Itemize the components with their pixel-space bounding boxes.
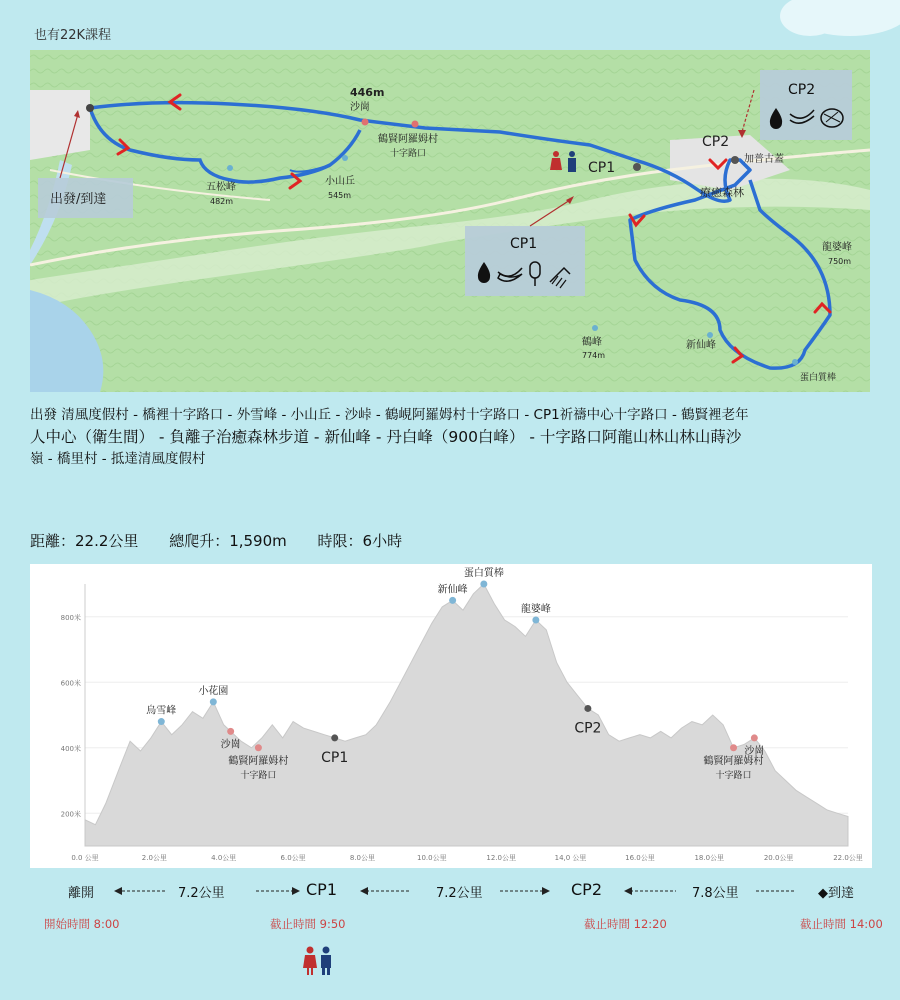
restroom-icon <box>300 946 336 976</box>
map-label-xinxianfeng: 新仙峰 <box>686 340 716 351</box>
profile-point-sublabel: 十字路口 <box>715 770 752 781</box>
profile-point-sublabel: 十字路口 <box>240 770 277 781</box>
y-tick-label: 200米 <box>60 810 81 819</box>
cp2-box-title: CP2 <box>788 82 816 98</box>
profile-point-label: 新仙峰 <box>437 584 468 596</box>
finish-cutoff: 截止時間 14:00 <box>800 917 883 931</box>
timeline-finish: ◆到達 <box>818 886 854 901</box>
timeline-seg1: 7.2公里 <box>178 886 225 901</box>
profile-point-label: 小花園 <box>198 685 229 697</box>
timeline-seg3: 7.8公里 <box>692 886 739 901</box>
profile-point <box>584 705 591 712</box>
x-tick-label: 20.0公里 <box>763 854 794 862</box>
profile-point <box>227 728 234 735</box>
header-label: 也有22K課程 <box>34 28 112 43</box>
map-label-jiapu: 加普古蓋 <box>744 154 784 165</box>
profile-point <box>449 597 456 604</box>
map-label-446: 446m <box>350 86 385 99</box>
profile-point-label: 龍婆峰 <box>520 604 551 616</box>
cp1-box-title: CP1 <box>510 236 538 252</box>
map-label-healing-forest: 療癒森林 <box>700 186 744 199</box>
map-label-hefeng-h: 774m <box>582 351 606 360</box>
route-line-2: 人中心（衛生間） - 負離子治癒森林步道 - 新仙峰 - 丹白峰（900白峰） - 十字路口阿龍山林山林山蒔沙 <box>30 428 742 446</box>
profile-point-label: 蛋白質棒 <box>463 568 504 579</box>
elevation-profile-chart <box>30 564 872 868</box>
x-tick-label: 14,0 公里 <box>554 854 587 862</box>
map-label-hefeng: 鶴峰 <box>582 337 602 348</box>
profile-point <box>158 718 165 725</box>
start-label: 出發/到達 <box>50 192 107 207</box>
profile-point-label: CP2 <box>574 720 602 737</box>
x-tick-label: 18.0公里 <box>694 854 725 862</box>
timeline-seg2: 7.2公里 <box>436 886 483 901</box>
profile-point <box>480 581 487 588</box>
x-tick-label: 22.0公里 <box>833 854 863 862</box>
route-line-1: 出發 清風度假村 - 橋裡十字路口 - 外雪峰 - 小山丘 - 沙峠 - 鶴峴阿羅姆村十字路口 - CP1祈禱中心十字路口 - 鶴賢裡老年 <box>30 407 749 423</box>
map-label-village: 鶴賢阿羅姆村 <box>378 134 438 145</box>
x-tick-label: 2.0公里 <box>141 854 167 862</box>
profile-point-label: 鶴賢阿羅姆村 <box>228 755 289 767</box>
profile-point <box>730 744 737 751</box>
y-tick-label: 800米 <box>60 613 81 622</box>
map-label-xiaoshanqiu: 小山丘 <box>325 176 355 187</box>
profile-point <box>255 744 262 751</box>
map-label-village-sub: 十字路口 <box>390 149 427 159</box>
x-tick-label: 0.0 公里 <box>71 854 99 862</box>
timeline-start: 離開 <box>68 886 95 901</box>
timeline <box>0 870 900 950</box>
map-label-cp2: CP2 <box>702 134 730 150</box>
profile-point-label: 烏雪峰 <box>146 705 177 717</box>
timeline-cp2: CP2 <box>571 880 602 899</box>
timeline-arrows <box>110 884 900 898</box>
stat-time-limit: 時限：6小時 <box>317 532 403 550</box>
route-description <box>30 404 870 470</box>
map-label-shagang: 沙崗 <box>350 102 370 113</box>
profile-point <box>210 698 217 705</box>
profile-point-label: 鶴賢阿羅姆村 <box>703 755 764 767</box>
route-map <box>30 50 870 392</box>
map-label-longpofeng: 龍婆峰 <box>822 242 852 253</box>
stat-climb: 總爬升：1,590m <box>169 532 287 550</box>
x-tick-label: 8.0公里 <box>349 854 376 862</box>
map-label-wusongfeng: 五松峰 <box>206 182 236 193</box>
profile-point-label: CP1 <box>321 749 349 766</box>
map-label-longpofeng-h: 750m <box>828 257 852 266</box>
y-tick-label: 400米 <box>60 744 81 753</box>
profile-point <box>751 734 758 741</box>
map-label-danbai: 蛋白質棒 <box>800 373 837 383</box>
x-tick-label: 16.0公里 <box>625 854 655 862</box>
stat-distance: 距離：22.2公里 <box>30 532 139 550</box>
cp1-cutoff: 截止時間 9:50 <box>270 917 346 931</box>
profile-point-label: 沙崗 <box>744 745 765 757</box>
profile-point <box>331 734 338 741</box>
map-label-wusongfeng-h: 482m <box>210 197 234 206</box>
cp2-cutoff: 截止時間 12:20 <box>584 917 667 931</box>
x-tick-label: 12.0公里 <box>486 854 516 862</box>
profile-point-label: 沙崗 <box>220 739 241 751</box>
cp2-supply-box <box>760 70 852 140</box>
profile-point <box>532 617 539 624</box>
x-tick-label: 4.0公里 <box>211 854 237 862</box>
start-time: 開始時間 8:00 <box>44 917 120 931</box>
timeline-cp1: CP1 <box>306 880 337 899</box>
x-tick-label: 10.0公里 <box>417 854 447 862</box>
route-line-3: 嶺 - 橋里村 - 抵達清風度假村 <box>30 451 206 467</box>
x-tick-label: 6.0公里 <box>280 854 306 862</box>
elevation-area <box>85 584 848 846</box>
route-stats <box>30 530 428 551</box>
cloud-decoration <box>770 0 900 40</box>
map-label-xiaoshanqiu-h: 545m <box>328 191 352 200</box>
map-label-cp1: CP1 <box>588 160 616 176</box>
y-tick-label: 600米 <box>60 679 81 688</box>
